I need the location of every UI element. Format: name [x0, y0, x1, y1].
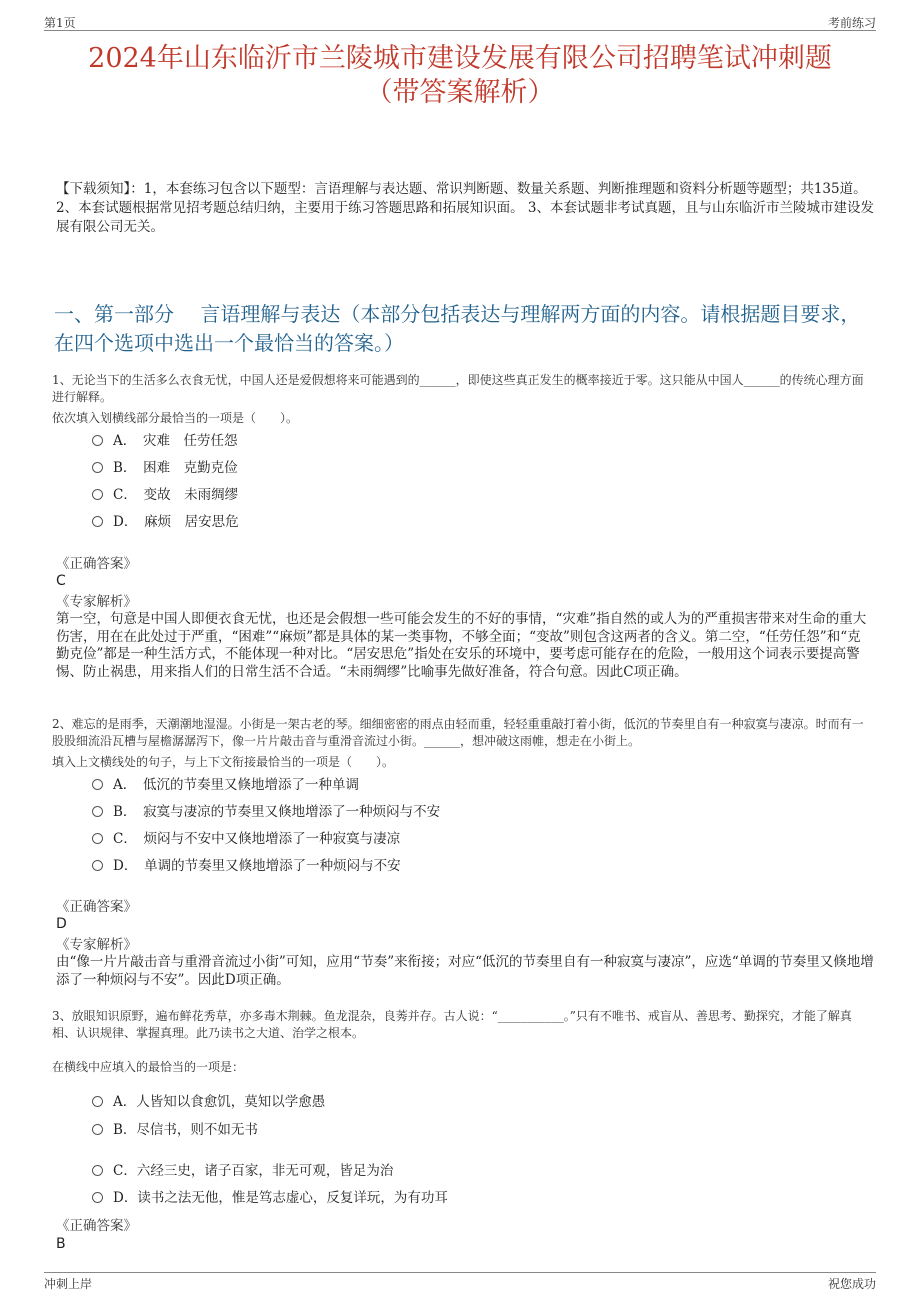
question-2-prompt: 填入上文横线处的句子，与上下文衔接最恰当的一项是（ ）。	[52, 755, 395, 769]
question-3-stem: 3、放眼知识原野，遍布鲜花秀草，亦多毒木荆棘。鱼龙混杂，良莠并存。古人说：“___________。”只有不唯书、戒盲从、善思考、勤探究，才能了解真相、认识规律、掌握真理。此乃读书之大道、治学之根本。	[52, 1009, 852, 1040]
header-tag: 考前练习	[827, 16, 876, 30]
radio-icon[interactable]	[92, 860, 103, 871]
q1-explain-label: 《专家解析》	[56, 594, 137, 610]
q1-option-b[interactable]	[92, 459, 238, 477]
option-text: D．读书之法无他，惟是笃志虚心，反复详玩，为有功耳	[113, 1190, 448, 1206]
option-text: C． 烦闷与不安中又倏地增添了一种寂寞与凄凉	[113, 831, 401, 847]
radio-icon[interactable]	[92, 806, 103, 817]
q3-option-d[interactable]	[92, 1189, 448, 1207]
page-number: 第1页	[44, 16, 76, 30]
section-heading: 一、第一部分 言语理解与表达（本部分包括表达与理解两方面的内容。请根据题目要求，在四个选项中选出一个最恰当的答案。）	[54, 302, 861, 355]
download-notice: 【下载须知】：1，本套练习包含以下题型：言语理解与表达题、常识判断题、数量关系题、判断推理题和资料分析题等题型；共135道。 2、本套试题根据常见招考题总结归纳，主要用于练习答题思路和拓展知识面。 3、本套试题非考试真题，且与山东临沂市兰陵城市建设发展有限公司无关。	[56, 181, 874, 235]
q1-explanation: 第一空，句意是中国人即便衣食无忧，也还是会假想一些可能会发生的不好的事情，“灾难”指自然的或人为的严重损害带来对生命的重大伤害，用在在此处过于严重，“困难”“麻烦”都是具体的某一类事物，不够全面；“变故”则包含这两者的含义。第二空，“任劳任怨”和“克勤克俭”都是一种生活方式，不能体现一种对比。“居安思危”指处在安乐的环境中，要考虑可能存在的危险，一般用这个词表示要提高警惕、防止祸患，用来指人们的日常生活不合适。“未雨绸缪”比喻事先做好准备，符合句意。因此C项正确。	[56, 611, 867, 680]
q2-explanation: 由“像一片片敲击音与重滑音流过小街”可知，应用“节奏”来衔接；对应“低沉的节奏里自有一种寂寞与凄凉”，应选“单调的节奏里又倏地增添了一种烦闷与不安”。因此D项正确。	[56, 954, 874, 988]
q3-option-b[interactable]	[92, 1121, 258, 1139]
option-text: B． 困难 克勤克俭	[113, 460, 238, 476]
option-text: D． 麻烦 居安思危	[113, 514, 239, 530]
q2-answer-label: 《正确答案》	[56, 899, 137, 915]
option-text: A．人皆知以食愈饥，莫知以学愈愚	[113, 1094, 326, 1110]
footer-right-text: 祝您成功	[827, 1277, 876, 1291]
q2-option-b[interactable]	[92, 803, 440, 821]
q3-answer: B	[56, 1236, 66, 1252]
q3-answer-label: 《正确答案》	[56, 1218, 137, 1234]
radio-icon[interactable]	[92, 779, 103, 790]
q1-option-c[interactable]	[92, 486, 238, 504]
option-text: B．尽信书，则不如无书	[113, 1122, 258, 1138]
q3-option-a[interactable]	[92, 1093, 325, 1111]
radio-icon[interactable]	[92, 1165, 103, 1176]
page-footer	[44, 1272, 876, 1291]
q1-answer: C	[56, 573, 66, 589]
question-2-stem: 2、难忘的是雨季，天潮潮地湿湿。小街是一架古老的琴。细细密密的雨点由轻而重，轻轻重重敲打着小街，低沉的节奏里自有一种寂寞与凄凉。时而有一股股细流沿瓦槽与屋檐潺潺泻下，像一片片敲击音与重滑音流过小街。______，想冲破这雨帷，想走在小街上。	[52, 717, 864, 748]
q1-option-a[interactable]	[92, 432, 238, 450]
option-text: A． 灾难 任劳任怨	[113, 433, 238, 449]
question-1-prompt: 依次填入划横线部分最恰当的一项是（ ）。	[52, 411, 299, 425]
option-text: A． 低沉的节奏里又倏地增添了一种单调	[113, 777, 359, 793]
radio-icon[interactable]	[92, 1192, 103, 1203]
radio-icon[interactable]	[92, 435, 103, 446]
page-header	[44, 14, 876, 31]
option-text: D． 单调的节奏里又倏地增添了一种烦闷与不安	[113, 858, 401, 874]
q3-option-c[interactable]	[92, 1162, 393, 1180]
radio-icon[interactable]	[92, 462, 103, 473]
question-1-stem: 1、无论当下的生活多么衣食无忧，中国人还是爱假想将来可能遇到的______，即使这些真正发生的概率接近于零。这只能从中国人______的传统心理方面进行解释。	[52, 373, 864, 404]
radio-icon[interactable]	[92, 833, 103, 844]
radio-icon[interactable]	[92, 1124, 103, 1135]
document-title	[30, 42, 890, 110]
question-3-prompt: 在横线中应填入的最恰当的一项是：	[52, 1060, 245, 1074]
q1-option-d[interactable]	[92, 513, 239, 531]
title-line-2: （带答案解析）	[365, 77, 555, 108]
footer-left-text: 冲刺上岸	[44, 1277, 93, 1291]
option-text: C．六经三史，诸子百家，非无可观，皆足为治	[113, 1163, 394, 1179]
q2-option-c[interactable]	[92, 830, 400, 848]
radio-icon[interactable]	[92, 489, 103, 500]
q1-answer-label: 《正确答案》	[56, 556, 137, 572]
q2-explain-label: 《专家解析》	[56, 937, 137, 953]
option-text: C． 变故 未雨绸缪	[113, 487, 239, 503]
radio-icon[interactable]	[92, 1096, 103, 1107]
q2-answer: D	[56, 916, 67, 932]
title-line-1: 2024年山东临沂市兰陵城市建设发展有限公司招聘笔试冲刺题	[88, 43, 832, 74]
q2-option-a[interactable]	[92, 776, 359, 794]
radio-icon[interactable]	[92, 516, 103, 527]
q2-option-d[interactable]	[92, 857, 401, 875]
option-text: B． 寂寞与凄凉的节奏里又倏地增添了一种烦闷与不安	[113, 804, 441, 820]
